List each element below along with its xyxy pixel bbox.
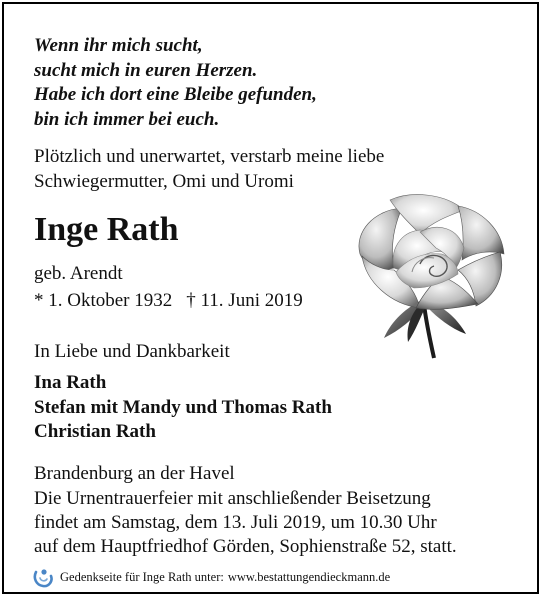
maiden-name: geb. Arendt: [34, 263, 123, 284]
mourner-name: Stefan mit Mandy und Thomas Rath: [34, 396, 332, 418]
funeral-details: [34, 487, 457, 559]
birth-date: * 1. Oktober 1932: [34, 290, 173, 311]
memorial-swirl-icon: [32, 566, 54, 588]
memorial-page-label: Gedenkseite für Inge Rath unter:: [60, 569, 224, 584]
funeral-line: findet am Samstag, dem 13. Juli 2019, um 10.30 Uhr: [34, 512, 437, 533]
life-dates: [34, 289, 303, 313]
intro-line: Schwiegermutter, Omi und Uromi: [34, 170, 294, 192]
poem-line: Wenn ihr mich sucht,: [34, 35, 203, 56]
funeral-line: Die Urnentrauerfeier mit anschließender Beisetzung: [34, 488, 431, 509]
mourner-name: Christian Rath: [34, 421, 156, 442]
poem-line: bin ich immer bei euch.: [34, 108, 220, 130]
memorial-page-footer: [32, 566, 390, 588]
memorial-page-url[interactable]: www.bestattungendieckmann.de: [227, 569, 391, 584]
memorial-poem: [34, 34, 317, 132]
mourners-list: [34, 371, 332, 445]
place-line: Brandenburg an der Havel: [34, 463, 235, 484]
deceased-name: Inge Rath: [34, 211, 179, 248]
obituary-notice: [2, 2, 539, 594]
announcement-intro: [34, 145, 384, 194]
mourner-name: Ina Rath: [34, 372, 107, 393]
death-date: † 11. Juni 2019: [186, 290, 303, 311]
poem-line: sucht mich in euren Herzen.: [34, 59, 258, 81]
thanks-line: In Liebe und Dankbarkeit: [34, 341, 230, 362]
intro-line: Plötzlich und unerwartet, verstarb meine liebe: [34, 146, 385, 167]
poem-line: Habe ich dort eine Bleibe gefunden,: [34, 84, 317, 105]
funeral-line: auf dem Hauptfriedhof Görden, Sophienstraße 52, statt.: [34, 536, 457, 557]
white-rose-image: [350, 192, 508, 360]
